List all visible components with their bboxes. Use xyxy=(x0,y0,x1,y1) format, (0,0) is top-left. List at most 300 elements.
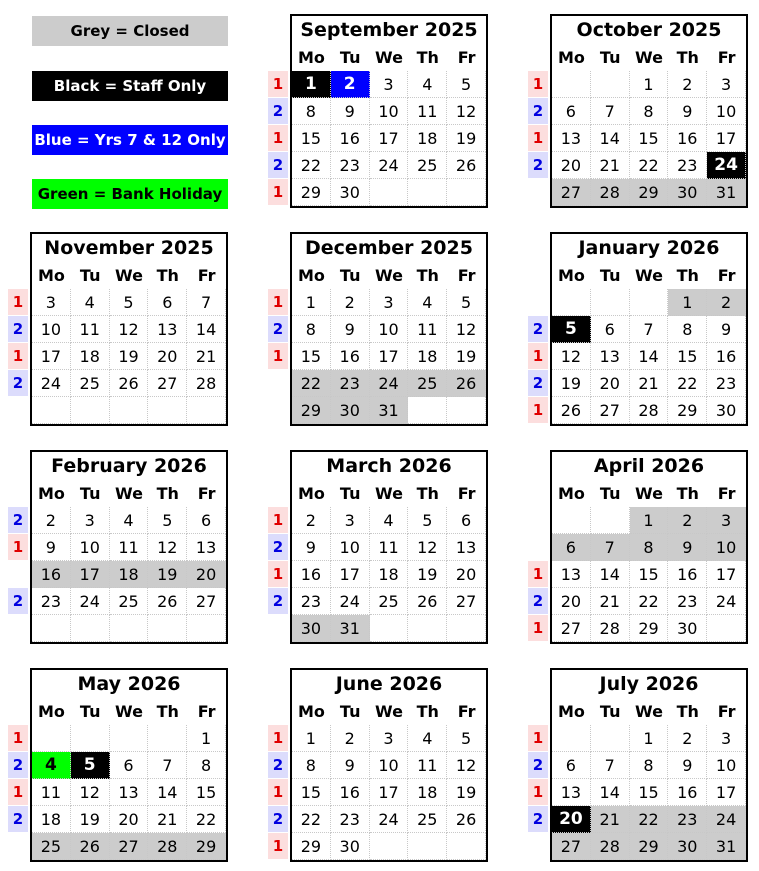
weekday-header: Th xyxy=(416,702,439,721)
week-number-badge: 1 xyxy=(268,725,288,751)
weekday-header: We xyxy=(635,48,663,67)
day-cell: 14 xyxy=(591,779,630,806)
day-cell: 29 xyxy=(187,833,226,860)
week-number-badge: 1 xyxy=(8,343,28,369)
month-calendar xyxy=(290,668,488,862)
day-cell: 20 xyxy=(552,588,591,615)
day-cell: 2 xyxy=(331,289,370,316)
week-number-badge: 2 xyxy=(528,98,548,124)
day-cell: 1 xyxy=(668,289,707,316)
day-cell: 20 xyxy=(148,343,187,370)
day-cell: 30 xyxy=(668,615,707,642)
week-number-badge: 1 xyxy=(268,561,288,587)
weekday-header: We xyxy=(115,484,143,503)
day-cell: 11 xyxy=(110,534,149,561)
day-cell: 8 xyxy=(630,534,669,561)
day-cell: 17 xyxy=(331,561,370,588)
weekday-header: Th xyxy=(156,702,179,721)
day-cell: 6 xyxy=(552,534,591,561)
day-cell: 3 xyxy=(370,289,409,316)
day-cell: 8 xyxy=(292,98,331,125)
day-cell: 22 xyxy=(630,152,669,179)
day-grid xyxy=(32,698,226,860)
day-cell: 18 xyxy=(408,779,447,806)
day-cell: 24 xyxy=(707,152,746,179)
day-cell: 11 xyxy=(408,98,447,125)
day-cell: 10 xyxy=(32,316,71,343)
week-number-badge: 1 xyxy=(268,179,288,205)
day-cell xyxy=(447,615,486,642)
day-cell: 22 xyxy=(187,806,226,833)
day-cell: 17 xyxy=(370,779,409,806)
day-cell: 10 xyxy=(331,534,370,561)
weekday-header: Th xyxy=(156,266,179,285)
week-number-badge: 1 xyxy=(268,833,288,859)
day-cell: 30 xyxy=(668,833,707,860)
day-cell: 27 xyxy=(447,588,486,615)
day-cell: 18 xyxy=(408,343,447,370)
week-number-badge: 2 xyxy=(8,752,28,778)
weekday-header: Th xyxy=(416,484,439,503)
weekday-header: Fr xyxy=(717,266,736,285)
week-number-badge: 2 xyxy=(8,806,28,832)
week-number-badge: 1 xyxy=(8,289,28,315)
day-cell: 25 xyxy=(408,152,447,179)
day-cell: 23 xyxy=(331,806,370,833)
day-cell: 3 xyxy=(331,507,370,534)
day-cell: 21 xyxy=(148,806,187,833)
day-grid xyxy=(292,262,486,424)
week-number-badge: 1 xyxy=(528,779,548,805)
weekday-header: Fr xyxy=(457,484,476,503)
day-cell: 9 xyxy=(707,316,746,343)
day-grid xyxy=(32,480,226,642)
legend-staff-only: Black = Staff Only xyxy=(32,71,228,101)
weekday-header: Fr xyxy=(457,48,476,67)
day-cell: 26 xyxy=(71,833,110,860)
day-cell: 27 xyxy=(552,833,591,860)
day-cell: 12 xyxy=(408,534,447,561)
day-cell: 20 xyxy=(552,806,591,833)
day-cell: 16 xyxy=(292,561,331,588)
day-cell: 15 xyxy=(630,779,669,806)
day-cell xyxy=(110,615,149,642)
day-cell: 17 xyxy=(707,125,746,152)
day-cell xyxy=(187,397,226,424)
day-cell: 13 xyxy=(187,534,226,561)
day-cell: 24 xyxy=(707,588,746,615)
day-cell: 3 xyxy=(707,71,746,98)
day-cell xyxy=(32,615,71,642)
weekday-header: We xyxy=(375,484,403,503)
day-cell: 30 xyxy=(331,397,370,424)
day-cell: 20 xyxy=(552,152,591,179)
month-title: January 2026 xyxy=(578,237,720,259)
day-cell: 30 xyxy=(668,179,707,206)
day-cell: 9 xyxy=(668,752,707,779)
month-title: December 2025 xyxy=(305,237,473,259)
weekday-header: Tu xyxy=(79,266,101,285)
month-calendar xyxy=(550,232,748,426)
day-cell: 4 xyxy=(408,725,447,752)
day-cell: 6 xyxy=(552,752,591,779)
week-number-badge: 1 xyxy=(8,779,28,805)
weekday-header: Tu xyxy=(79,702,101,721)
week-number-badge: 2 xyxy=(528,370,548,396)
day-cell: 16 xyxy=(707,343,746,370)
day-cell: 11 xyxy=(408,752,447,779)
day-cell: 30 xyxy=(292,615,331,642)
day-cell: 14 xyxy=(148,779,187,806)
day-cell: 23 xyxy=(292,588,331,615)
day-cell xyxy=(707,615,746,642)
month-title: June 2026 xyxy=(335,673,443,695)
day-cell: 22 xyxy=(630,588,669,615)
week-number-badge: 2 xyxy=(8,507,28,533)
month-title: November 2025 xyxy=(44,237,214,259)
day-cell: 2 xyxy=(668,507,707,534)
day-cell: 2 xyxy=(331,725,370,752)
month-calendar xyxy=(290,232,488,426)
day-cell: 23 xyxy=(668,588,707,615)
day-cell: 5 xyxy=(447,725,486,752)
week-number-badge: 1 xyxy=(268,289,288,315)
day-cell: 21 xyxy=(591,152,630,179)
day-cell xyxy=(552,725,591,752)
week-number-badge: 2 xyxy=(528,152,548,178)
day-cell: 24 xyxy=(707,806,746,833)
day-cell: 29 xyxy=(630,615,669,642)
day-cell: 15 xyxy=(292,779,331,806)
day-cell: 10 xyxy=(370,98,409,125)
day-cell: 3 xyxy=(707,507,746,534)
day-cell: 31 xyxy=(331,615,370,642)
weekday-header: Fr xyxy=(717,702,736,721)
week-number-badge: 2 xyxy=(268,316,288,342)
day-grid xyxy=(292,480,486,642)
week-number-badge: 2 xyxy=(8,316,28,342)
day-cell: 23 xyxy=(331,370,370,397)
day-cell: 7 xyxy=(591,752,630,779)
day-cell xyxy=(32,725,71,752)
day-cell: 8 xyxy=(630,98,669,125)
week-number-badge: 2 xyxy=(268,98,288,124)
weekday-header: We xyxy=(635,702,663,721)
day-cell: 6 xyxy=(187,507,226,534)
day-cell: 16 xyxy=(331,779,370,806)
weekday-header: Tu xyxy=(599,702,621,721)
day-cell: 4 xyxy=(32,752,71,779)
day-cell: 14 xyxy=(630,343,669,370)
day-cell: 10 xyxy=(370,316,409,343)
day-cell xyxy=(447,179,486,206)
weekday-header: Mo xyxy=(297,48,325,67)
day-cell: 10 xyxy=(707,534,746,561)
week-number-badge: 2 xyxy=(268,588,288,614)
weekday-header: Mo xyxy=(37,484,65,503)
day-cell: 12 xyxy=(447,316,486,343)
week-number-badge: 1 xyxy=(268,71,288,97)
day-cell: 6 xyxy=(110,752,149,779)
day-cell: 13 xyxy=(591,343,630,370)
day-cell xyxy=(630,289,669,316)
weekday-header: We xyxy=(115,266,143,285)
day-cell: 16 xyxy=(668,561,707,588)
month-title: May 2026 xyxy=(77,673,181,695)
day-cell: 5 xyxy=(447,71,486,98)
day-cell: 1 xyxy=(187,725,226,752)
day-cell: 29 xyxy=(668,397,707,424)
day-cell: 1 xyxy=(292,725,331,752)
day-cell: 9 xyxy=(331,752,370,779)
weekday-header: Fr xyxy=(197,266,216,285)
day-cell xyxy=(71,397,110,424)
day-cell: 25 xyxy=(32,833,71,860)
day-cell: 2 xyxy=(668,71,707,98)
day-cell: 29 xyxy=(292,397,331,424)
day-cell xyxy=(408,833,447,860)
day-cell: 26 xyxy=(447,370,486,397)
day-cell xyxy=(408,179,447,206)
day-cell xyxy=(110,397,149,424)
day-cell xyxy=(370,179,409,206)
day-cell: 5 xyxy=(408,507,447,534)
day-cell: 12 xyxy=(110,316,149,343)
day-cell: 13 xyxy=(552,779,591,806)
day-cell: 4 xyxy=(71,289,110,316)
week-number-badge: 1 xyxy=(528,343,548,369)
day-cell: 24 xyxy=(71,588,110,615)
day-grid xyxy=(292,44,486,206)
day-cell: 16 xyxy=(331,125,370,152)
day-cell: 13 xyxy=(110,779,149,806)
day-cell xyxy=(552,289,591,316)
weekday-header: Th xyxy=(416,266,439,285)
day-cell: 25 xyxy=(110,588,149,615)
week-number-badge: 2 xyxy=(8,370,28,396)
day-cell: 27 xyxy=(110,833,149,860)
week-number-badge: 1 xyxy=(528,561,548,587)
day-cell: 14 xyxy=(591,561,630,588)
day-cell: 15 xyxy=(630,561,669,588)
month-calendar xyxy=(30,668,228,862)
day-cell xyxy=(408,397,447,424)
weekday-header: We xyxy=(635,266,663,285)
weekday-header: Tu xyxy=(599,48,621,67)
day-cell: 6 xyxy=(148,289,187,316)
weekday-header: Fr xyxy=(457,266,476,285)
day-cell: 10 xyxy=(370,752,409,779)
day-grid xyxy=(32,262,226,424)
day-grid xyxy=(552,698,746,860)
legend-bank-holiday: Green = Bank Holiday xyxy=(32,179,228,209)
month-calendar xyxy=(550,450,748,644)
day-cell: 10 xyxy=(707,752,746,779)
day-cell: 16 xyxy=(32,561,71,588)
weekday-header: Th xyxy=(676,702,699,721)
day-cell: 15 xyxy=(630,125,669,152)
week-number-badge: 2 xyxy=(8,588,28,614)
day-cell: 31 xyxy=(707,179,746,206)
day-cell xyxy=(187,615,226,642)
day-cell: 4 xyxy=(110,507,149,534)
day-cell: 12 xyxy=(148,534,187,561)
day-cell xyxy=(148,725,187,752)
legend-yrs-only: Blue = Yrs 7 & 12 Only xyxy=(32,125,228,155)
day-cell: 21 xyxy=(630,370,669,397)
day-cell: 18 xyxy=(71,343,110,370)
weekday-header: We xyxy=(375,702,403,721)
week-number-badge: 2 xyxy=(268,806,288,832)
month-calendar xyxy=(30,450,228,644)
day-cell: 11 xyxy=(408,316,447,343)
day-cell: 7 xyxy=(591,98,630,125)
day-cell xyxy=(591,725,630,752)
day-cell: 3 xyxy=(370,725,409,752)
month-title: September 2025 xyxy=(300,19,478,41)
weekday-header: Th xyxy=(416,48,439,67)
day-cell: 13 xyxy=(552,561,591,588)
day-cell: 24 xyxy=(370,152,409,179)
day-cell: 18 xyxy=(32,806,71,833)
day-cell: 1 xyxy=(292,289,331,316)
week-number-badge: 2 xyxy=(528,806,548,832)
day-cell: 8 xyxy=(292,316,331,343)
weekday-header: Fr xyxy=(457,702,476,721)
week-number-badge: 2 xyxy=(528,588,548,614)
day-cell: 4 xyxy=(408,71,447,98)
day-cell: 7 xyxy=(187,289,226,316)
weekday-header: Tu xyxy=(79,484,101,503)
day-cell: 1 xyxy=(292,71,331,98)
day-cell: 19 xyxy=(110,343,149,370)
day-cell: 11 xyxy=(370,534,409,561)
month-calendar xyxy=(550,14,748,208)
day-cell: 12 xyxy=(447,752,486,779)
day-cell: 17 xyxy=(707,779,746,806)
day-cell: 5 xyxy=(110,289,149,316)
day-cell: 17 xyxy=(71,561,110,588)
weekday-header: Fr xyxy=(717,484,736,503)
day-cell: 31 xyxy=(370,397,409,424)
day-cell: 19 xyxy=(447,125,486,152)
day-cell: 6 xyxy=(591,316,630,343)
week-number-badge: 1 xyxy=(8,725,28,751)
month-title: February 2026 xyxy=(51,455,207,477)
weekday-header: Tu xyxy=(599,484,621,503)
day-cell: 23 xyxy=(707,370,746,397)
weekday-header: Fr xyxy=(197,702,216,721)
day-cell: 2 xyxy=(668,725,707,752)
day-cell: 19 xyxy=(71,806,110,833)
day-cell xyxy=(552,71,591,98)
day-cell: 31 xyxy=(707,833,746,860)
day-cell: 1 xyxy=(630,71,669,98)
day-cell: 8 xyxy=(630,752,669,779)
weekday-header: Fr xyxy=(197,484,216,503)
day-cell: 8 xyxy=(187,752,226,779)
month-title: October 2025 xyxy=(576,19,722,41)
day-cell: 19 xyxy=(552,370,591,397)
day-cell: 19 xyxy=(447,779,486,806)
weekday-header: Mo xyxy=(297,266,325,285)
day-cell: 22 xyxy=(668,370,707,397)
week-number-badge: 1 xyxy=(268,507,288,533)
day-cell: 7 xyxy=(630,316,669,343)
weekday-header: Tu xyxy=(599,266,621,285)
week-number-badge: 1 xyxy=(528,615,548,641)
day-cell: 16 xyxy=(668,125,707,152)
day-cell: 8 xyxy=(292,752,331,779)
weekday-header: Fr xyxy=(717,48,736,67)
day-cell: 5 xyxy=(71,752,110,779)
day-cell: 23 xyxy=(668,806,707,833)
day-cell: 29 xyxy=(292,833,331,860)
day-cell: 7 xyxy=(591,534,630,561)
day-cell xyxy=(552,507,591,534)
day-cell: 27 xyxy=(148,370,187,397)
day-cell: 14 xyxy=(187,316,226,343)
legend-closed: Grey = Closed xyxy=(32,16,228,46)
day-cell: 15 xyxy=(292,343,331,370)
day-cell: 15 xyxy=(187,779,226,806)
day-cell: 24 xyxy=(370,370,409,397)
month-calendar xyxy=(290,450,488,644)
day-cell: 29 xyxy=(630,179,669,206)
week-number-badge: 2 xyxy=(268,534,288,560)
day-cell: 24 xyxy=(370,806,409,833)
month-calendar xyxy=(290,14,488,208)
weekday-header: We xyxy=(375,266,403,285)
day-cell: 1 xyxy=(630,507,669,534)
day-cell: 22 xyxy=(292,370,331,397)
day-cell xyxy=(447,397,486,424)
weekday-header: Tu xyxy=(339,48,361,67)
day-cell: 4 xyxy=(408,289,447,316)
day-cell: 22 xyxy=(630,806,669,833)
day-cell: 9 xyxy=(32,534,71,561)
day-cell: 17 xyxy=(707,561,746,588)
day-cell: 8 xyxy=(668,316,707,343)
day-cell: 3 xyxy=(707,725,746,752)
weekday-header: Mo xyxy=(37,702,65,721)
day-cell: 28 xyxy=(591,179,630,206)
day-cell: 10 xyxy=(707,98,746,125)
day-cell xyxy=(591,71,630,98)
day-cell: 2 xyxy=(707,289,746,316)
week-number-badge: 2 xyxy=(268,152,288,178)
week-number-badge: 2 xyxy=(528,752,548,778)
week-number-badge: 1 xyxy=(528,71,548,97)
weekday-header: Mo xyxy=(297,484,325,503)
day-cell: 4 xyxy=(370,507,409,534)
day-cell xyxy=(71,615,110,642)
day-grid xyxy=(552,262,746,424)
weekday-header: Th xyxy=(676,484,699,503)
day-cell: 25 xyxy=(370,588,409,615)
day-cell: 11 xyxy=(71,316,110,343)
day-cell: 21 xyxy=(591,588,630,615)
day-cell: 23 xyxy=(668,152,707,179)
week-number-badge: 2 xyxy=(528,316,548,342)
day-cell: 16 xyxy=(668,779,707,806)
day-cell xyxy=(370,833,409,860)
weekday-header: Mo xyxy=(37,266,65,285)
day-cell xyxy=(408,615,447,642)
day-cell: 13 xyxy=(447,534,486,561)
day-cell: 3 xyxy=(370,71,409,98)
day-cell: 13 xyxy=(148,316,187,343)
